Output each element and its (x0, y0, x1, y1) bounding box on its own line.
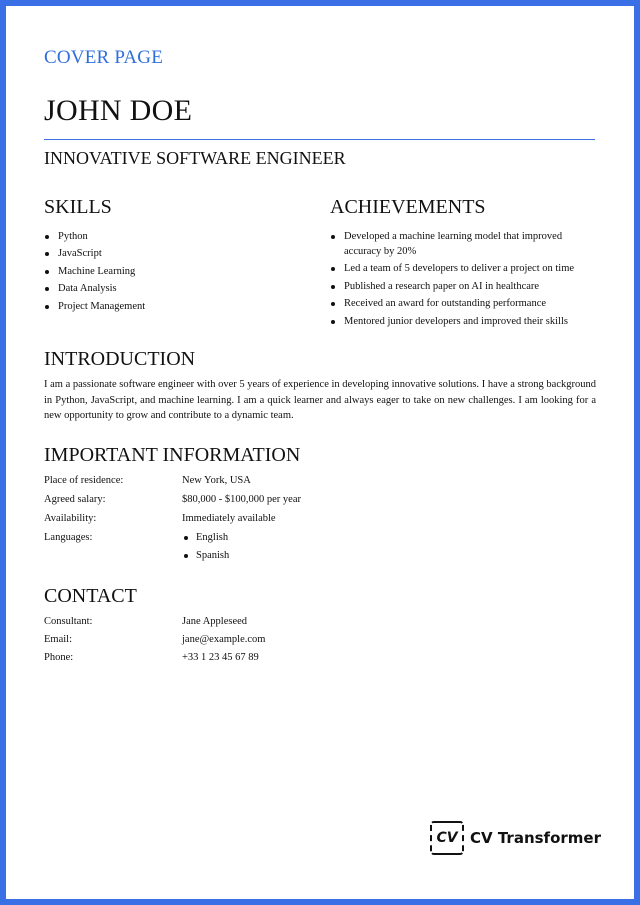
introduction-text: I am a passionate software engineer with over 5 years of experience in developing innovative solutions. I have a strong background in Python, JavaScript, and machine learning. I am a quick learner and always eager to take on new challenges. I am looking for a new opportunity to grow and contribute to a dynamic team. (44, 379, 596, 422)
availability-label: Availability: (44, 513, 97, 524)
email-label: Email: (44, 634, 72, 645)
important-information-section (44, 444, 596, 566)
contact-heading: CONTACT (44, 585, 137, 607)
brand-name: CV Transformer (470, 829, 601, 847)
achievement-item: Mentored junior developers and improved their skills (330, 314, 596, 329)
email-value: jane@example.com (182, 634, 266, 645)
language-item: English (182, 530, 596, 545)
consultant-value: Jane Appleseed (182, 616, 248, 627)
introduction-heading: INTRODUCTION (44, 348, 196, 370)
info-row-availability (44, 511, 596, 526)
languages-value (182, 530, 596, 566)
achievements-section (330, 196, 596, 331)
languages-label: Languages: (44, 532, 93, 543)
important-information-heading: IMPORTANT INFORMATION (44, 444, 301, 466)
info-row-salary (44, 492, 596, 507)
skill-item: Data Analysis (44, 281, 314, 296)
introduction-section (44, 348, 596, 424)
header-divider (44, 139, 595, 140)
phone-label: Phone: (44, 652, 74, 663)
achievement-item: Published a research paper on AI in healthcare (330, 279, 596, 294)
info-row-languages (44, 530, 596, 566)
cv-transformer-logo-icon: CV (430, 821, 464, 855)
info-row-residence (44, 473, 596, 488)
contact-row-phone (44, 650, 596, 665)
salary-label: Agreed salary: (44, 494, 106, 505)
languages-list (182, 530, 596, 563)
candidate-role: INNOVATIVE SOFTWARE ENGINEER (44, 148, 346, 168)
skill-item: JavaScript (44, 246, 314, 261)
consultant-label: Consultant: (44, 616, 93, 627)
salary-value: $80,000 - $100,000 per year (182, 494, 301, 505)
skills-list (44, 229, 314, 314)
brand-logo (430, 821, 601, 855)
phone-value: +33 1 23 45 67 89 (182, 652, 259, 663)
achievement-item: Received an award for outstanding performance (330, 296, 596, 311)
contact-section (44, 585, 596, 665)
contact-row-consultant (44, 614, 596, 629)
achievement-item: Developed a machine learning model that improved accuracy by 20% (330, 229, 596, 259)
skill-item: Python (44, 229, 314, 244)
availability-value: Immediately available (182, 513, 276, 524)
residence-label: Place of residence: (44, 475, 124, 486)
achievements-heading: ACHIEVEMENTS (330, 196, 486, 218)
skills-heading: SKILLS (44, 196, 112, 218)
cover-page-label: COVER PAGE (44, 47, 164, 68)
skill-item: Machine Learning (44, 264, 314, 279)
language-item: Spanish (182, 548, 596, 563)
achievement-item: Led a team of 5 developers to deliver a project on time (330, 261, 596, 276)
achievements-list (330, 229, 596, 329)
skill-item: Project Management (44, 299, 314, 314)
contact-row-email (44, 632, 596, 647)
skills-section (44, 196, 314, 316)
candidate-name: JOHN DOE (44, 94, 193, 127)
residence-value: New York, USA (182, 475, 251, 486)
